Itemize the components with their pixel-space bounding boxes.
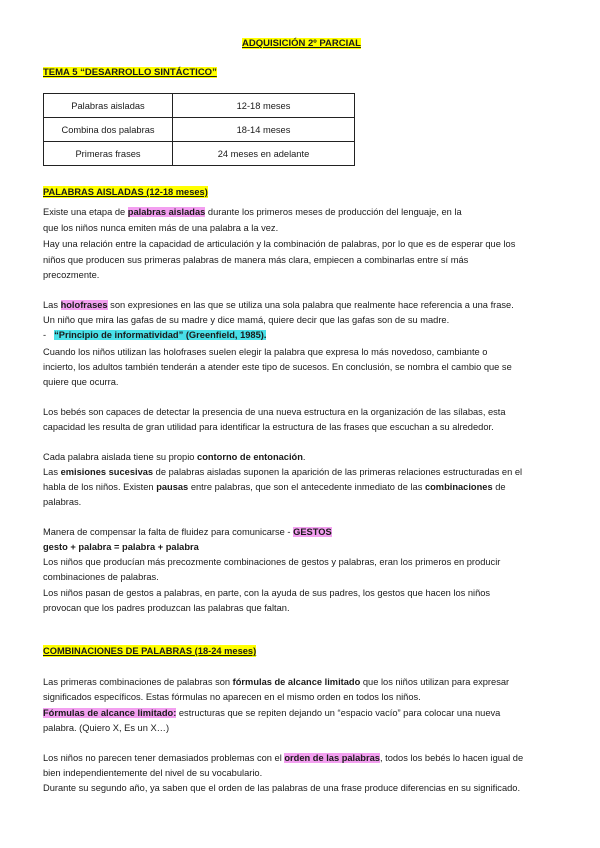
paragraph-line <box>43 451 306 463</box>
paragraph-line: significados específicos. Estas fórmulas no aparecen en el mismo orden en todos los niños. <box>43 692 421 702</box>
paragraph-line: Hay una relación entre la capacidad de articulación y la combinación de palabras, por lo que es de esperar que los <box>43 239 516 249</box>
paragraph-line: Durante su segundo año, ya saben que el orden de las palabras de una frase produce diferencias en su significado. <box>43 783 521 793</box>
text-run: entre palabras, que son el antecedente inmediato de las <box>188 482 425 492</box>
text-run: . <box>302 452 306 462</box>
paragraph-line: quiere que ocurra. <box>43 377 119 387</box>
table-cell: Palabras aisladas <box>44 94 173 118</box>
text-run: Existe una etapa de <box>43 207 128 217</box>
paragraph-line: provocan que los padres produzcan las palabras que faltan. <box>43 603 290 613</box>
table-row <box>44 118 355 142</box>
table-cell: 24 meses en adelante <box>173 142 355 166</box>
paragraph-line: bien independientemente del nivel de su vocabulario. <box>43 768 263 778</box>
paragraph-line: combinaciones de palabras. <box>43 572 159 582</box>
paragraph-line <box>43 466 522 478</box>
paragraph-line: Los niños pasan de gestos a palabras, en parte, con la ayuda de sus padres, los gestos que hacen los niños <box>43 588 491 598</box>
bold-term: contorno de entonación <box>197 452 303 462</box>
section-heading-palabras-aisladas: PALABRAS AISLADAS (12-18 meses) <box>43 187 208 197</box>
text-run: estructuras que se repiten dejando un “espacio vacío” para colocar una nueva <box>176 708 501 718</box>
highlight-term: orden de las palabras <box>284 753 380 763</box>
paragraph-line: Los niños que producían más precozmente combinaciones de gestos y palabras, eran los primeros en producir <box>43 557 501 567</box>
paragraph-line: precozmente. <box>43 270 100 280</box>
paragraph-line: Cuando los niños utilizan las holofrases suelen elegir la palabra que expresa lo más novedoso, cambiante o <box>43 347 488 357</box>
text-run: , todos los bebés lo hacen igual de <box>379 753 524 763</box>
text-run: de palabras aisladas suponen la aparición de las primeras relaciones estructuradas en el <box>153 467 523 477</box>
paragraph-line: que los niños nunca emiten más de una palabra a la vez. <box>43 223 279 233</box>
topic-title: TEMA 5 “DESARROLLO SINTÁCTICO” <box>43 67 217 78</box>
paragraph-line <box>43 481 506 493</box>
formula-line: gesto + palabra = palabra + palabra <box>43 542 199 552</box>
text-run: que los niños utilizan para expresar <box>360 677 510 687</box>
section-heading-combinaciones: COMBINACIONES DE PALABRAS (18-24 meses) <box>43 646 257 656</box>
table-cell: 18-14 meses <box>173 118 355 142</box>
paragraph-line: Los bebés son capaces de detectar la presencia de una nueva estructura en la organización de las sílabas, esta <box>43 407 506 417</box>
table-row <box>44 142 355 166</box>
paragraph-line: niños que producen sus primeras palabras de manera más clara, empiecen a combinarlas entre sí más <box>43 255 469 265</box>
table-cell: 12-18 meses <box>173 94 355 118</box>
text-run: Las primeras combinaciones de palabras son <box>43 677 233 687</box>
paragraph-line <box>43 676 509 688</box>
table-cell: Primeras frases <box>44 142 173 166</box>
bold-term: emisiones sucesivas <box>60 467 154 477</box>
age-table <box>43 93 355 166</box>
paragraph-line <box>43 752 523 764</box>
text-run: Manera de compensar la falta de fluidez para comunicarse - <box>43 527 294 537</box>
highlight-principle: “Principio de informatividad” (Greenfield, 1985). <box>54 330 267 340</box>
text-run: Los niños no parecen tener demasiados problemas con el <box>43 753 285 763</box>
paragraph-line: palabras. <box>43 497 82 507</box>
document-title: ADQUISICIÓN 2º PARCIAL <box>242 38 361 49</box>
bullet-marker: - <box>43 330 47 340</box>
highlight-term: Fórmulas de alcance limitado: <box>43 708 177 718</box>
bullet-line <box>43 329 266 341</box>
text-run: son expresiones en las que se utiliza una sola palabra que realmente hace referencia a una frase. <box>107 300 514 310</box>
table-cell: Combina dos palabras <box>44 118 173 142</box>
paragraph-line: palabra. (Quiero X, Es un X…) <box>43 723 170 733</box>
paragraph-line <box>43 707 500 719</box>
text-run: habla de los niños. Existen <box>43 482 157 492</box>
text-run: Las <box>43 467 61 477</box>
text-run: durante los primeros meses de producción del lenguaje, en la <box>205 207 462 217</box>
text-run: Cada palabra aislada tiene su propio <box>43 452 198 462</box>
bold-term: pausas <box>156 482 189 492</box>
highlight-term: palabras aisladas <box>127 207 206 217</box>
bold-term: fórmulas de alcance limitado <box>232 677 361 687</box>
bold-term: combinaciones <box>424 482 493 492</box>
paragraph-line: capacidad les resulta de gran utilidad para identificar la estructura de las frases que escuchan a su alrededor. <box>43 422 494 432</box>
paragraph-line: incierto, los adultos también tenderán a atender este tipo de sucesos. En conclusión, se nombra el cambio que se <box>43 362 512 372</box>
paragraph-line: Un niño que mira las gafas de su madre y dice mamá, quiere decir que las gafas son de su madre. <box>43 315 450 325</box>
table-row <box>44 94 355 118</box>
paragraph-line <box>43 206 462 218</box>
highlight-term: holofrases <box>60 300 108 310</box>
paragraph-line <box>43 299 514 311</box>
text-run: Las <box>43 300 61 310</box>
highlight-term: GESTOS <box>293 527 332 537</box>
paragraph-line <box>43 526 332 538</box>
text-run: de <box>492 482 506 492</box>
